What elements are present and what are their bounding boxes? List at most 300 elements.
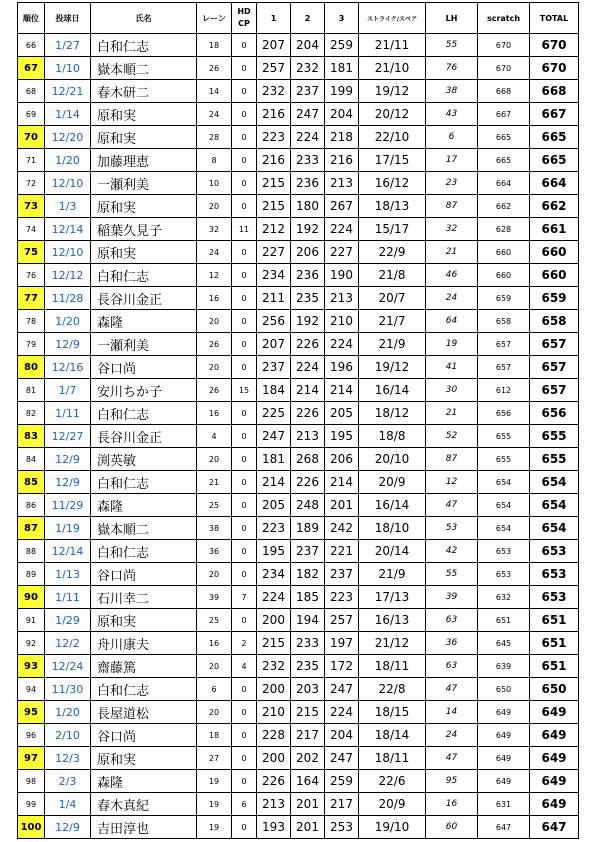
lane-cell: 25 <box>197 494 232 517</box>
strike-spare-cell: 17/15 <box>359 149 426 172</box>
table-row <box>18 241 579 264</box>
game-3-cell: 259 <box>325 770 359 793</box>
rank-cell: 85 <box>18 471 45 494</box>
rank-cell: 71 <box>18 149 45 172</box>
game-3-cell: 206 <box>325 448 359 471</box>
lh-cell: 39 <box>426 586 478 609</box>
total-cell: 656 <box>530 402 579 425</box>
scratch-cell: 655 <box>478 448 530 471</box>
scratch-cell: 649 <box>478 770 530 793</box>
name-cell: 原和実 <box>91 103 197 126</box>
name-cell: 原和実 <box>91 609 197 632</box>
header-date: 投球日 <box>45 3 91 34</box>
date-cell: 1/14 <box>45 103 91 126</box>
game-1-cell: 207 <box>257 34 291 57</box>
total-cell: 651 <box>530 632 579 655</box>
table-row <box>18 724 579 747</box>
strike-spare-cell: 20/14 <box>359 540 426 563</box>
date-cell: 12/12 <box>45 264 91 287</box>
rank-cell: 76 <box>18 264 45 287</box>
rank-cell: 91 <box>18 609 45 632</box>
game-2-cell: 268 <box>291 448 325 471</box>
name-cell: 長谷川金正 <box>91 425 197 448</box>
game-3-cell: 224 <box>325 701 359 724</box>
game-1-cell: 223 <box>257 517 291 540</box>
date-cell: 12/3 <box>45 747 91 770</box>
table-row <box>18 632 579 655</box>
hdcp-cell: 6 <box>232 793 257 816</box>
game-2-cell: 233 <box>291 149 325 172</box>
game-2-cell: 233 <box>291 632 325 655</box>
name-cell: 原和実 <box>91 126 197 149</box>
lane-cell: 27 <box>197 747 232 770</box>
game-1-cell: 211 <box>257 287 291 310</box>
rank-cell: 80 <box>18 356 45 379</box>
lane-cell: 6 <box>197 678 232 701</box>
game-1-cell: 247 <box>257 425 291 448</box>
name-cell: 一瀬利美 <box>91 172 197 195</box>
game-1-cell: 213 <box>257 793 291 816</box>
lane-cell: 12 <box>197 264 232 287</box>
strike-spare-cell: 18/13 <box>359 195 426 218</box>
game-1-cell: 181 <box>257 448 291 471</box>
game-3-cell: 237 <box>325 563 359 586</box>
game-1-cell: 224 <box>257 586 291 609</box>
strike-spare-cell: 22/8 <box>359 678 426 701</box>
hdcp-cell: 0 <box>232 103 257 126</box>
rank-cell: 67 <box>18 57 45 80</box>
strike-spare-cell: 15/17 <box>359 218 426 241</box>
lane-cell: 20 <box>197 195 232 218</box>
game-1-cell: 223 <box>257 126 291 149</box>
lane-cell: 18 <box>197 724 232 747</box>
name-cell: 一瀬利美 <box>91 333 197 356</box>
game-2-cell: 226 <box>291 333 325 356</box>
lh-cell: 76 <box>426 57 478 80</box>
game-1-cell: 214 <box>257 471 291 494</box>
scratch-cell: 662 <box>478 195 530 218</box>
header-game-3: 3 <box>325 3 359 34</box>
name-cell: 春木研二 <box>91 80 197 103</box>
scratch-cell: 658 <box>478 310 530 333</box>
name-cell: 白和仁志 <box>91 402 197 425</box>
strike-spare-cell: 18/14 <box>359 724 426 747</box>
name-cell: 森隆 <box>91 494 197 517</box>
scratch-cell: 651 <box>478 609 530 632</box>
lane-cell: 26 <box>197 57 232 80</box>
lh-cell: 63 <box>426 609 478 632</box>
name-cell: 原和実 <box>91 747 197 770</box>
strike-spare-cell: 21/12 <box>359 632 426 655</box>
rank-cell: 81 <box>18 379 45 402</box>
date-cell: 1/20 <box>45 149 91 172</box>
game-1-cell: 227 <box>257 241 291 264</box>
game-2-cell: 203 <box>291 678 325 701</box>
hdcp-cell: 0 <box>232 540 257 563</box>
scratch-cell: 654 <box>478 494 530 517</box>
game-1-cell: 200 <box>257 609 291 632</box>
lane-cell: 16 <box>197 632 232 655</box>
table-row <box>18 816 579 839</box>
lh-cell: 87 <box>426 195 478 218</box>
game-2-cell: 192 <box>291 218 325 241</box>
lane-cell: 26 <box>197 379 232 402</box>
hdcp-cell: 0 <box>232 310 257 333</box>
name-cell: 齋藤篤 <box>91 655 197 678</box>
game-3-cell: 259 <box>325 34 359 57</box>
game-2-cell: 237 <box>291 540 325 563</box>
lh-cell: 55 <box>426 563 478 586</box>
rank-cell: 74 <box>18 218 45 241</box>
scratch-cell: 670 <box>478 57 530 80</box>
scratch-cell: 653 <box>478 540 530 563</box>
name-cell: 白和仁志 <box>91 678 197 701</box>
game-2-cell: 215 <box>291 701 325 724</box>
game-2-cell: 192 <box>291 310 325 333</box>
table-row <box>18 333 579 356</box>
name-cell: 白和仁志 <box>91 264 197 287</box>
game-2-cell: 201 <box>291 793 325 816</box>
table-row <box>18 126 579 149</box>
date-cell: 12/10 <box>45 241 91 264</box>
total-cell: 654 <box>530 517 579 540</box>
header-row <box>18 3 579 34</box>
hdcp-cell: 0 <box>232 517 257 540</box>
game-1-cell: 257 <box>257 57 291 80</box>
rank-cell: 93 <box>18 655 45 678</box>
game-3-cell: 227 <box>325 241 359 264</box>
rank-cell: 77 <box>18 287 45 310</box>
game-1-cell: 232 <box>257 80 291 103</box>
lh-cell: 55 <box>426 34 478 57</box>
hdcp-cell: 0 <box>232 701 257 724</box>
game-3-cell: 204 <box>325 724 359 747</box>
strike-spare-cell: 20/12 <box>359 103 426 126</box>
date-cell: 12/20 <box>45 126 91 149</box>
total-cell: 653 <box>530 586 579 609</box>
date-cell: 12/10 <box>45 172 91 195</box>
strike-spare-cell: 20/9 <box>359 471 426 494</box>
total-cell: 670 <box>530 57 579 80</box>
game-3-cell: 217 <box>325 793 359 816</box>
lane-cell: 16 <box>197 402 232 425</box>
game-1-cell: 232 <box>257 655 291 678</box>
game-3-cell: 181 <box>325 57 359 80</box>
lane-cell: 20 <box>197 356 232 379</box>
lane-cell: 28 <box>197 126 232 149</box>
strike-spare-cell: 22/10 <box>359 126 426 149</box>
game-2-cell: 224 <box>291 356 325 379</box>
scratch-cell: 665 <box>478 126 530 149</box>
table-row <box>18 218 579 241</box>
date-cell: 1/13 <box>45 563 91 586</box>
lh-cell: 47 <box>426 494 478 517</box>
lane-cell: 20 <box>197 655 232 678</box>
date-cell: 1/20 <box>45 310 91 333</box>
lane-cell: 4 <box>197 425 232 448</box>
game-1-cell: 256 <box>257 310 291 333</box>
date-cell: 12/2 <box>45 632 91 655</box>
game-2-cell: 201 <box>291 816 325 839</box>
lh-cell: 12 <box>426 471 478 494</box>
game-3-cell: 247 <box>325 678 359 701</box>
game-3-cell: 247 <box>325 747 359 770</box>
strike-spare-cell: 18/15 <box>359 701 426 724</box>
name-cell: 谷口尚 <box>91 724 197 747</box>
lh-cell: 21 <box>426 402 478 425</box>
strike-spare-cell: 19/12 <box>359 356 426 379</box>
table-row <box>18 149 579 172</box>
game-3-cell: 205 <box>325 402 359 425</box>
header-total: TOTAL <box>530 3 579 34</box>
name-cell: 白和仁志 <box>91 540 197 563</box>
table-row <box>18 195 579 218</box>
strike-spare-cell: 19/12 <box>359 80 426 103</box>
hdcp-cell: 0 <box>232 126 257 149</box>
rank-cell: 95 <box>18 701 45 724</box>
game-3-cell: 190 <box>325 264 359 287</box>
table-row <box>18 34 579 57</box>
header-strike-spare <box>359 3 426 34</box>
scratch-cell: 649 <box>478 724 530 747</box>
game-3-cell: 213 <box>325 172 359 195</box>
game-2-cell: 236 <box>291 264 325 287</box>
game-1-cell: 228 <box>257 724 291 747</box>
header-hdcp-top: HD <box>237 7 251 16</box>
hdcp-cell: 4 <box>232 655 257 678</box>
date-cell: 12/24 <box>45 655 91 678</box>
lh-cell: 47 <box>426 747 478 770</box>
strike-spare-cell: 21/7 <box>359 310 426 333</box>
total-cell: 651 <box>530 609 579 632</box>
lane-cell: 26 <box>197 333 232 356</box>
date-cell: 1/19 <box>45 517 91 540</box>
scratch-cell: 660 <box>478 264 530 287</box>
table-row <box>18 471 579 494</box>
hdcp-cell: 0 <box>232 402 257 425</box>
name-cell: 稲葉久見子 <box>91 218 197 241</box>
header-scratch: scratch <box>478 3 530 34</box>
game-1-cell: 225 <box>257 402 291 425</box>
date-cell: 1/27 <box>45 34 91 57</box>
name-cell: 春木真紀 <box>91 793 197 816</box>
game-1-cell: 216 <box>257 103 291 126</box>
rank-cell: 82 <box>18 402 45 425</box>
header-hdcp-bottom: CP <box>238 19 250 28</box>
lh-cell: 95 <box>426 770 478 793</box>
table-row <box>18 287 579 310</box>
strike-spare-cell: 21/9 <box>359 333 426 356</box>
lh-cell: 21 <box>426 241 478 264</box>
table-row <box>18 80 579 103</box>
lh-cell: 52 <box>426 425 478 448</box>
lane-cell: 24 <box>197 241 232 264</box>
game-1-cell: 210 <box>257 701 291 724</box>
game-1-cell: 234 <box>257 563 291 586</box>
strike-spare-cell: 21/10 <box>359 57 426 80</box>
scratch-cell: 612 <box>478 379 530 402</box>
date-cell: 12/21 <box>45 80 91 103</box>
total-cell: 649 <box>530 747 579 770</box>
name-cell: 谷口尚 <box>91 563 197 586</box>
scratch-cell: 653 <box>478 563 530 586</box>
lh-cell: 30 <box>426 379 478 402</box>
hdcp-cell: 0 <box>232 724 257 747</box>
game-2-cell: 185 <box>291 586 325 609</box>
header-game-1: 1 <box>257 3 291 34</box>
strike-spare-cell: 21/11 <box>359 34 426 57</box>
total-cell: 660 <box>530 264 579 287</box>
total-cell: 654 <box>530 471 579 494</box>
table-row <box>18 678 579 701</box>
table-row <box>18 770 579 793</box>
game-2-cell: 194 <box>291 609 325 632</box>
lh-cell: 32 <box>426 218 478 241</box>
hdcp-cell: 0 <box>232 57 257 80</box>
total-cell: 653 <box>530 540 579 563</box>
hdcp-cell: 0 <box>232 149 257 172</box>
scratch-cell: 649 <box>478 701 530 724</box>
date-cell: 12/14 <box>45 540 91 563</box>
game-2-cell: 217 <box>291 724 325 747</box>
date-cell: 12/9 <box>45 448 91 471</box>
game-1-cell: 215 <box>257 195 291 218</box>
scratch-cell: 631 <box>478 793 530 816</box>
total-cell: 649 <box>530 793 579 816</box>
lh-cell: 87 <box>426 448 478 471</box>
scratch-cell: 657 <box>478 356 530 379</box>
date-cell: 11/29 <box>45 494 91 517</box>
hdcp-cell: 0 <box>232 471 257 494</box>
date-cell: 12/14 <box>45 218 91 241</box>
lh-cell: 19 <box>426 333 478 356</box>
table-row <box>18 402 579 425</box>
strike-spare-cell: 20/9 <box>359 793 426 816</box>
scratch-cell: 664 <box>478 172 530 195</box>
total-cell: 657 <box>530 333 579 356</box>
game-3-cell: 210 <box>325 310 359 333</box>
strike-spare-cell: 21/8 <box>359 264 426 287</box>
header-strike-spare-label: ストライク/スペア <box>367 15 417 23</box>
rank-cell: 66 <box>18 34 45 57</box>
scratch-cell: 657 <box>478 333 530 356</box>
rank-cell: 86 <box>18 494 45 517</box>
table-row <box>18 264 579 287</box>
rank-cell: 99 <box>18 793 45 816</box>
lane-cell: 32 <box>197 218 232 241</box>
lane-cell: 39 <box>197 586 232 609</box>
lane-cell: 20 <box>197 701 232 724</box>
total-cell: 659 <box>530 287 579 310</box>
game-1-cell: 184 <box>257 379 291 402</box>
name-cell: 谷口尚 <box>91 356 197 379</box>
table-row <box>18 609 579 632</box>
rank-cell: 75 <box>18 241 45 264</box>
lane-cell: 19 <box>197 793 232 816</box>
hdcp-cell: 0 <box>232 609 257 632</box>
hdcp-cell: 2 <box>232 632 257 655</box>
lane-cell: 38 <box>197 517 232 540</box>
game-1-cell: 200 <box>257 747 291 770</box>
strike-spare-cell: 22/9 <box>359 241 426 264</box>
lh-cell: 24 <box>426 724 478 747</box>
game-3-cell: 172 <box>325 655 359 678</box>
game-1-cell: 215 <box>257 632 291 655</box>
lh-cell: 6 <box>426 126 478 149</box>
strike-spare-cell: 18/8 <box>359 425 426 448</box>
lh-cell: 14 <box>426 701 478 724</box>
game-1-cell: 195 <box>257 540 291 563</box>
name-cell: 原和実 <box>91 195 197 218</box>
header-game-2: 2 <box>291 3 325 34</box>
total-cell: 667 <box>530 103 579 126</box>
strike-spare-cell: 18/10 <box>359 517 426 540</box>
scratch-cell: 656 <box>478 402 530 425</box>
lh-cell: 47 <box>426 678 478 701</box>
game-3-cell: 214 <box>325 471 359 494</box>
date-cell: 12/27 <box>45 425 91 448</box>
game-2-cell: 224 <box>291 126 325 149</box>
scratch-cell: 650 <box>478 678 530 701</box>
table-row <box>18 494 579 517</box>
game-3-cell: 224 <box>325 333 359 356</box>
lane-cell: 19 <box>197 770 232 793</box>
game-1-cell: 200 <box>257 678 291 701</box>
strike-spare-cell: 20/10 <box>359 448 426 471</box>
game-2-cell: 235 <box>291 655 325 678</box>
lane-cell: 20 <box>197 448 232 471</box>
hdcp-cell: 0 <box>232 747 257 770</box>
rank-cell: 84 <box>18 448 45 471</box>
game-3-cell: 214 <box>325 379 359 402</box>
game-2-cell: 182 <box>291 563 325 586</box>
game-3-cell: 201 <box>325 494 359 517</box>
strike-spare-cell: 20/7 <box>359 287 426 310</box>
game-1-cell: 215 <box>257 172 291 195</box>
table-row <box>18 425 579 448</box>
game-2-cell: 247 <box>291 103 325 126</box>
hdcp-cell: 0 <box>232 287 257 310</box>
scratch-cell: 660 <box>478 241 530 264</box>
game-1-cell: 207 <box>257 333 291 356</box>
rank-cell: 88 <box>18 540 45 563</box>
lane-cell: 21 <box>197 471 232 494</box>
rank-cell: 83 <box>18 425 45 448</box>
strike-spare-cell: 18/12 <box>359 402 426 425</box>
table-row <box>18 701 579 724</box>
name-cell: 長屋道松 <box>91 701 197 724</box>
name-cell: 石川幸二 <box>91 586 197 609</box>
game-1-cell: 226 <box>257 770 291 793</box>
game-3-cell: 204 <box>325 103 359 126</box>
game-2-cell: 189 <box>291 517 325 540</box>
game-2-cell: 236 <box>291 172 325 195</box>
table-row <box>18 563 579 586</box>
total-cell: 653 <box>530 563 579 586</box>
lh-cell: 60 <box>426 816 478 839</box>
rank-cell: 79 <box>18 333 45 356</box>
strike-spare-cell: 17/13 <box>359 586 426 609</box>
scratch-cell: 649 <box>478 747 530 770</box>
scratch-cell: 647 <box>478 816 530 839</box>
game-3-cell: 242 <box>325 517 359 540</box>
hdcp-cell: 0 <box>232 816 257 839</box>
header-lane: レーン <box>197 3 232 34</box>
game-1-cell: 237 <box>257 356 291 379</box>
scratch-cell: 655 <box>478 425 530 448</box>
date-cell: 1/10 <box>45 57 91 80</box>
total-cell: 658 <box>530 310 579 333</box>
